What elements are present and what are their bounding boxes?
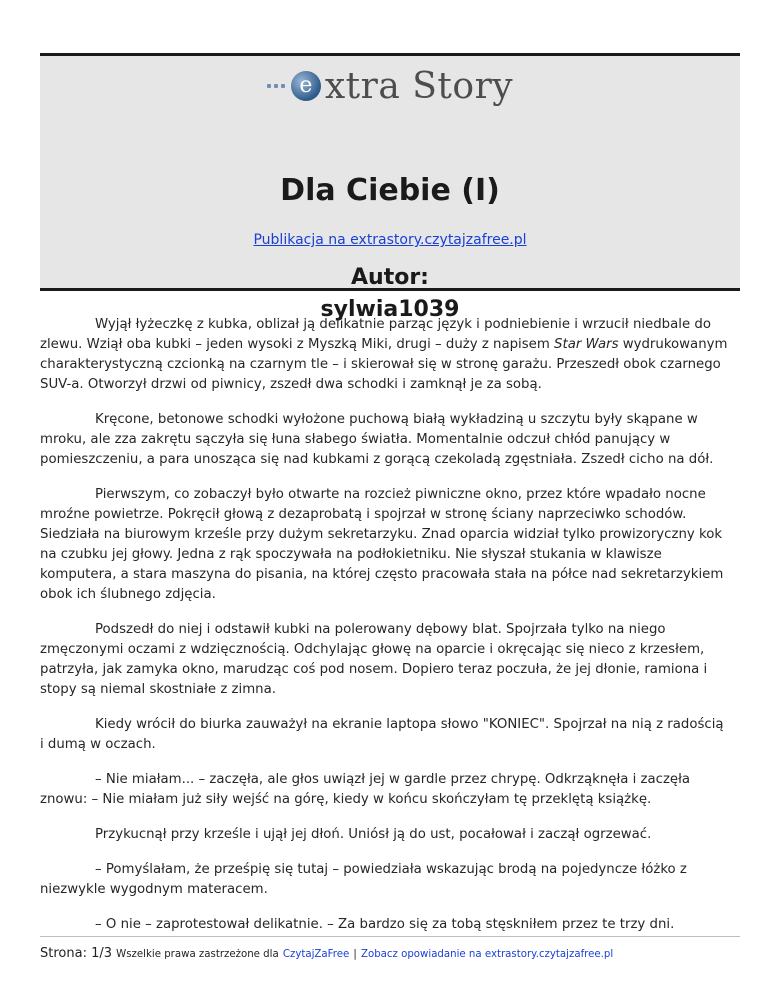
story-body	[40, 315, 730, 950]
rights-text: Wszelkie prawa zastrzeżone dla	[116, 949, 279, 960]
paragraph: Przykucnął przy krześle i ujął jej dłoń. Uniósł ją do ust, pocałował i zaczął ogrzewać.	[95, 827, 652, 842]
site-link[interactable]: CzytajZaFree	[282, 949, 350, 960]
author-name: sylwia1039	[320, 297, 460, 322]
page-number: Strona: 1/3	[40, 946, 113, 961]
logo-text: xtra Story	[324, 65, 514, 107]
paragraph: Pierwszym, co zobaczył było otwarte na rozcież piwniczne okno, przez które wpadało nocne mroźne powietrze. Pokręcił głową z dezaprobatą i spojrzał w stronę ściany naprzeciwko schodów. Siedziała na biurowym krześle przy dużym sekretarzyku. Znad oparcia widział tylko prowizoryczny kok na czubku jej głowy. Jedna z rąk spoczywała na podłokietniku. Nie słyszał stukania w klawisze komputera, a stara maszyna do pisania, na której często pracowała stała na półce nad sekretarzykiem obok ich ślubnego zdjęcia.	[40, 487, 724, 602]
story-link[interactable]: Zobacz opowiadanie na extrastory.czytajzafree.pl	[360, 949, 614, 960]
logo-dots-icon	[267, 84, 285, 88]
paragraph: – Pomyślałam, że prześpię się tutaj – powiedziała wskazując brodą na pojedyncze łóżko z niezwykle wygodnym materacem.	[40, 862, 687, 897]
page-footer	[40, 946, 613, 961]
document-header	[40, 53, 740, 322]
paragraph: – O nie – zaprotestował delikatnie. – Za bardzo się za tobą stęskniłem przez te trzy dni.	[95, 917, 675, 932]
emphasis-star-wars: Star Wars	[554, 337, 619, 352]
publication-link[interactable]: Publikacja na extrastory.czytajzafree.pl	[253, 232, 527, 248]
paragraph: Kiedy wrócił do biurka zauważył na ekranie laptopa słowo "KONIEC". Spojrzał na nią z radością i dumą w oczach.	[40, 717, 724, 752]
footer-divider	[40, 936, 740, 937]
footer-separator: |	[353, 949, 357, 960]
paragraph: Podszedł do niej i odstawił kubki na polerowany dębowy blat. Spojrzała tylko na niego zmęczonymi oczami z wdzięcznością. Odchylając głowę na oparcie i okręcając się nieco z krzesłem, patrzyła, jak zamyka okno, marudząc coś pod nosem. Dopiero teraz poczuła, że jej dłonie, ramiona i stopy są niemal skostniałe z zimna.	[40, 622, 708, 697]
author-label: Autor:	[351, 265, 429, 290]
paragraph: – Nie miałam... – zaczęła, ale głos uwiązł jej w gardle przez chrypę. Odkrząknęła i zaczęła znowu: – Nie miałam już siły wejść na górę, kiedy w końcu skończyłam tę przeklętą książkę.	[40, 772, 691, 807]
paragraph: Wyjął łyżeczkę z kubka, oblizał ją delikatnie parząc język i podniebienie i wrzucił niedbale do zlewu. Wziął oba kubki – jeden wysoki z Myszką Miki, drugi – duży z napisem Star Wars wydrukowanym charakterystyczną czcionką na czarnym tle – i skierował się w stronę garażu. Przeszedł obok czarnego SUV-a. Otworzył drzwi od piwnicy, zszedł dwa schodki i zamknął je za sobą.	[40, 317, 728, 392]
extra-story-logo[interactable]	[40, 60, 740, 112]
story-title: Dla Ciebie (I)	[280, 173, 500, 208]
logo-globe-icon: e	[291, 71, 321, 101]
paragraph: Kręcone, betonowe schodki wyłożone puchową białą wykładziną u szczytu były skąpane w mroku, ale zza zakrętu sączyła się łuna słabego światła. Momentalnie odczuł chłód panujący w pomieszczeniu, a para unosząca się nad kubkami z gorącą czekoladą zgęstniała. Zszedł cicho na dół.	[40, 412, 714, 467]
